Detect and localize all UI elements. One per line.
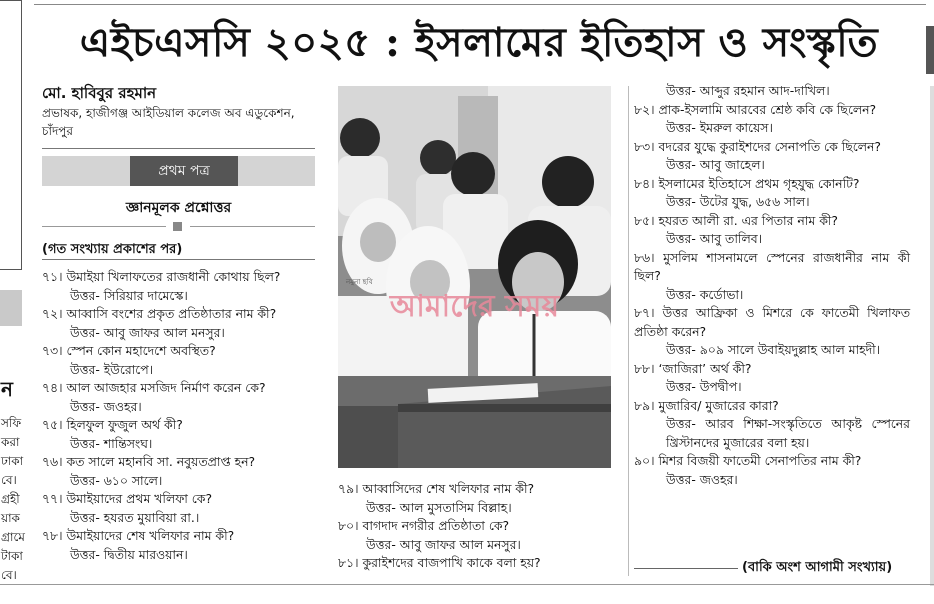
- top-rule: [34, 4, 926, 5]
- qa-item: [42, 268, 327, 305]
- qa-item: [634, 138, 910, 175]
- qa-item: [338, 517, 628, 554]
- neighbor-text-fragment: বে।: [1, 473, 17, 487]
- qa-item: [634, 304, 910, 360]
- answer: উত্তর- আল মুসতাসিম বিল্লাহ।: [366, 499, 512, 515]
- exam-hall-photo: [338, 86, 611, 468]
- continued-note: (বাকি অংশ আগামী সংখ্যায়): [742, 560, 893, 575]
- qa-item: [634, 212, 910, 249]
- answer: উত্তর- আবু তালিব।: [666, 231, 763, 246]
- neighbor-text-fragment: সফি: [1, 416, 22, 430]
- answer: উত্তর- সিরিয়ার দামেস্কে।: [70, 287, 188, 303]
- neighbor-text-fragment: বে।: [1, 568, 17, 582]
- qa-item: [42, 305, 327, 342]
- question: ৭১। উমাইয়া খিলাফতের রাজধানী কোথায় ছিল?: [42, 269, 281, 284]
- intro-divider: [42, 259, 315, 260]
- carry-over-answer: উত্তর- আব্দুর রহমান আদ-দাখিল।: [666, 83, 830, 98]
- question: ৮৬। মুসলিম শাসনামলে স্পেনের রাজধানীর নাম কী ছিল?: [634, 249, 910, 283]
- qa-item: [42, 416, 327, 453]
- qa-item: [42, 379, 327, 416]
- subtitle-rule-left: [42, 226, 166, 227]
- question: ৮৯। মুজারিব/ মুজারের কারা?: [634, 397, 779, 413]
- question: ৮০। বাগদাদ নগরীর প্রতিষ্ঠাতা কে?: [338, 518, 510, 533]
- question: ৮৮। ‘জাজিরা’ অর্থ কী?: [634, 360, 752, 376]
- question: ৯০। মিশর বিজয়ী ফাতেমী সেনাপতির নাম কী?: [634, 453, 862, 468]
- answer: উত্তর- হযরত মুয়াবিয়া রা.।: [70, 509, 200, 525]
- qa-item: [634, 452, 910, 489]
- author-designation: প্রভাষক, হাজীগঞ্জ আইডিয়াল কলেজ অব এডুকেশন, চাঁদপুর: [42, 106, 295, 138]
- neighbor-text-fragment: গ্রহী: [1, 492, 20, 506]
- author-divider: [42, 148, 315, 149]
- answer: উত্তর- আবু জাফর আল মনসুর।: [366, 536, 521, 552]
- question: ৭৮। উমাইয়াদের শেষ খলিফার নাম কী?: [42, 528, 235, 543]
- answer: উত্তর- জওহর।: [70, 398, 142, 414]
- neighbor-heading-fragment: ন: [1, 377, 13, 401]
- watermark-logo: আমাদের সময়: [389, 289, 560, 324]
- answer: উত্তর- কর্ডোভা।: [666, 286, 744, 302]
- column-separator: [628, 86, 629, 576]
- neighbor-gray-block: [0, 290, 22, 326]
- neighbor-text-fragment: ঢাকা: [1, 454, 24, 468]
- edge-tab: [926, 26, 934, 74]
- edge-shade: [930, 86, 934, 586]
- answer: উত্তর- আবু জাহেল।: [666, 157, 765, 172]
- answer: উত্তর- শান্তিসংঘ।: [70, 435, 153, 451]
- question: ৭২। আব্বাসি বংশের প্রকৃত প্রতিষ্ঠাতার নাম কী?: [42, 306, 277, 321]
- answer: উত্তর- ইমরুল কায়েস।: [666, 120, 773, 135]
- bottom-rule: [0, 584, 934, 585]
- neighbor-text-fragment: করা: [1, 435, 20, 449]
- middle-qa-list: [338, 480, 628, 573]
- answer: উত্তর- উটের যুদ্ধ, ৬৫৬ সাল।: [666, 194, 810, 209]
- qa-item: [338, 480, 628, 517]
- neighbor-text-fragment: গ্রামে: [1, 530, 25, 544]
- paper-label: প্রথম পত্র: [130, 156, 238, 186]
- question: ৮২। প্রাক-ইসলামি আরবের শ্রেষ্ঠ কবি কে ছিলেন?: [634, 101, 877, 117]
- question: ৭৩। স্পেন কোন মহাদেশে অবস্থিত?: [42, 343, 216, 358]
- answer: উত্তর- আবু জাফর আল মনসুর।: [70, 324, 225, 340]
- question: ৭৫। হিলফুল ফুজুল অর্থ কী?: [42, 417, 183, 432]
- neighbor-text-fragment: য়াক: [1, 511, 20, 525]
- question: ৮৪। ইসলামের ইতিহাসে প্রথম গৃহযুদ্ধ কোনটি?: [634, 175, 860, 191]
- answer: উত্তর- জওহর।: [666, 471, 738, 487]
- author-name: মো. হাবিবুর রহমান: [42, 84, 157, 102]
- page-title: এইচএসসি ২০২৫ : ইসলামের ইতিহাস ও সংস্কৃতি: [79, 19, 879, 66]
- right-qa-list: [634, 82, 910, 489]
- question: ৭৭। উমাইয়াদের প্রথম খলিফা কে?: [42, 491, 213, 506]
- qa-item: [634, 175, 910, 212]
- answer: উত্তর- ৬১০ সালে।: [70, 472, 163, 488]
- neighbor-column-strip: [0, 0, 28, 604]
- answer: উত্তর- আরব শিক্ষা-সংস্কৃতিতে আকৃষ্ট স্পেনের খ্রিস্টানদের মুজারের বলা হয়।: [666, 416, 910, 450]
- paper-band: [42, 156, 315, 186]
- qa-item: [634, 360, 910, 397]
- neighbor-box: [0, 0, 22, 270]
- section-subtitle: জ্ঞানমূলক প্রশ্নোত্তর: [125, 200, 232, 216]
- answer: উত্তর- দ্বিতীয় মারওয়ান।: [70, 546, 188, 562]
- qa-item: [338, 554, 628, 573]
- question: ৭৯। আব্বাসিদের শেষ খলিফার নাম কী?: [338, 481, 535, 496]
- left-qa-list: [42, 268, 327, 564]
- neighbor-text-fragment: টাকা: [1, 549, 23, 563]
- answer: উত্তর- ইউরোপে।: [70, 361, 154, 377]
- question: ৮৩। বদরের যুদ্ধে কুরাইশদের সেনাপতি কে ছিলেন?: [634, 138, 881, 154]
- footer-rule: [634, 568, 738, 569]
- qa-item: [634, 101, 910, 138]
- qa-item: [42, 527, 327, 564]
- question: ৮১। কুরাইশদের বাজপাখি কাকে বলা হয়?: [338, 555, 541, 570]
- question: ৮৫। হযরত আলী রা. এর পিতার নাম কী?: [634, 212, 838, 228]
- question: ৭৬। কত সালে মহানবি সা. নবুয়তপ্রাপ্ত হন?: [42, 454, 256, 469]
- qa-item: [634, 249, 910, 305]
- question: ৭৪। আল আজহার মসজিদ নির্মাণ করেন কে?: [42, 380, 266, 395]
- continuation-note: (গত সংখ্যায় প্রকাশের পর): [42, 242, 183, 257]
- answer: উত্তর- উপদ্বীপ।: [666, 379, 742, 394]
- answer: উত্তর- ৯০৯ সালে উবাইয়দুল্লাহ আল মাহদী।: [666, 342, 881, 357]
- photo-illustration: [338, 86, 611, 468]
- qa-item: [42, 453, 327, 490]
- ornament-square: [173, 222, 182, 231]
- qa-item: [42, 490, 327, 527]
- qa-item: [42, 342, 327, 379]
- qa-item: [634, 397, 910, 453]
- question: ৮৭। উত্তর আফ্রিকা ও মিশরে কে ফাতেমী খিলাফত প্রতিষ্ঠা করেন?: [634, 305, 910, 339]
- photo-caption: নমুনা ছবি: [346, 278, 373, 286]
- subtitle-rule-right: [190, 226, 315, 227]
